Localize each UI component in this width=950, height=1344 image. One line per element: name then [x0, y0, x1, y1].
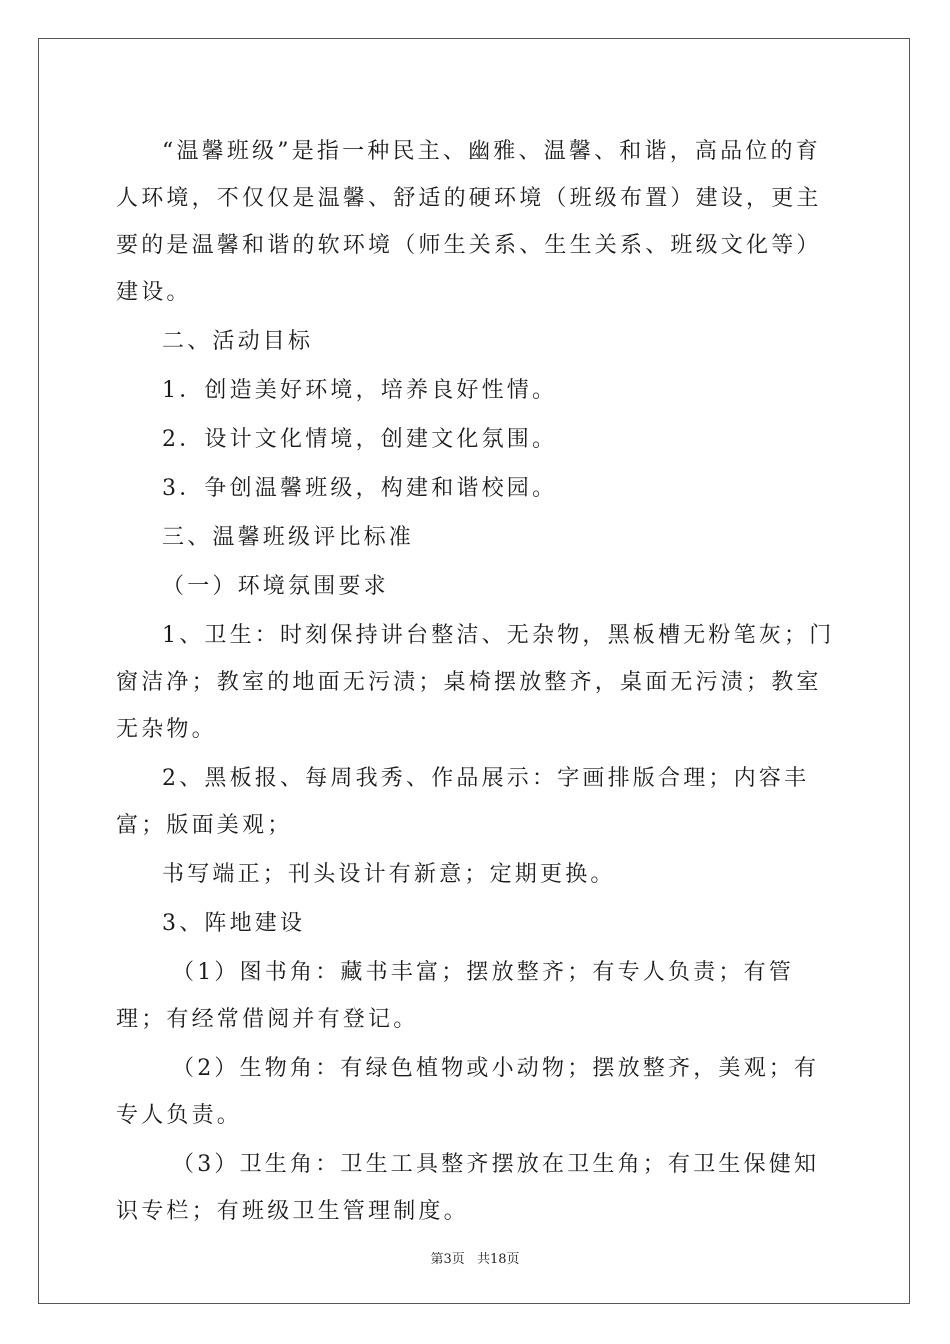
page-footer — [0, 1248, 950, 1267]
subsection-heading: （一）环境氛围要求 — [162, 574, 389, 599]
paragraph: “温馨班级”是指一种民主、幽雅、温馨、和谐，高品位的育人环境，不仅仅是温馨、舒适的硬环境（班级布置）建设，更主要的是温馨和谐的软环境（师生关系、生生关系、班级文化等）建设。 — [116, 139, 822, 305]
paragraph: 1、卫生：时刻保持讲台整洁、无杂物，黑板槽无粉笔灰；门窗洁净；教室的地面无污渍；桌椅摆放整齐，桌面无污渍；教室无杂物。 — [116, 623, 835, 742]
paragraph: 书写端正；刊头设计有新意；定期更换。 — [162, 862, 616, 887]
paragraph: （2）生物角：有绿色植物或小动物；摆放整齐，美观；有专人负责。 — [116, 1056, 820, 1128]
list-item: 3．争创温馨班级，构建和谐校园。 — [162, 476, 558, 501]
page-number: 第3页 — [430, 1252, 465, 1267]
paragraph: 2、黑板报、每周我秀、作品展示：字画排版合理；内容丰富；版面美观； — [116, 766, 810, 838]
page-total: 共18页 — [476, 1252, 520, 1267]
list-item: 2．设计文化情境，创建文化氛围。 — [162, 427, 558, 452]
section-heading: 三、温馨班级评比标准 — [162, 525, 415, 550]
section-heading: 二、活动目标 — [162, 329, 314, 354]
paragraph: （1）图书角：藏书丰富；摆放整齐；有专人负责；有管理；有经常借阅并有登记。 — [116, 960, 794, 1032]
list-item: 1．创造美好环境，培养良好性情。 — [162, 378, 558, 403]
subsection-heading: 3、阵地建设 — [162, 911, 306, 936]
document-body — [116, 128, 838, 1237]
paragraph: （3）卫生角：卫生工具整齐摆放在卫生角；有卫生保健知识专栏；有班级卫生管理制度。 — [116, 1152, 820, 1224]
